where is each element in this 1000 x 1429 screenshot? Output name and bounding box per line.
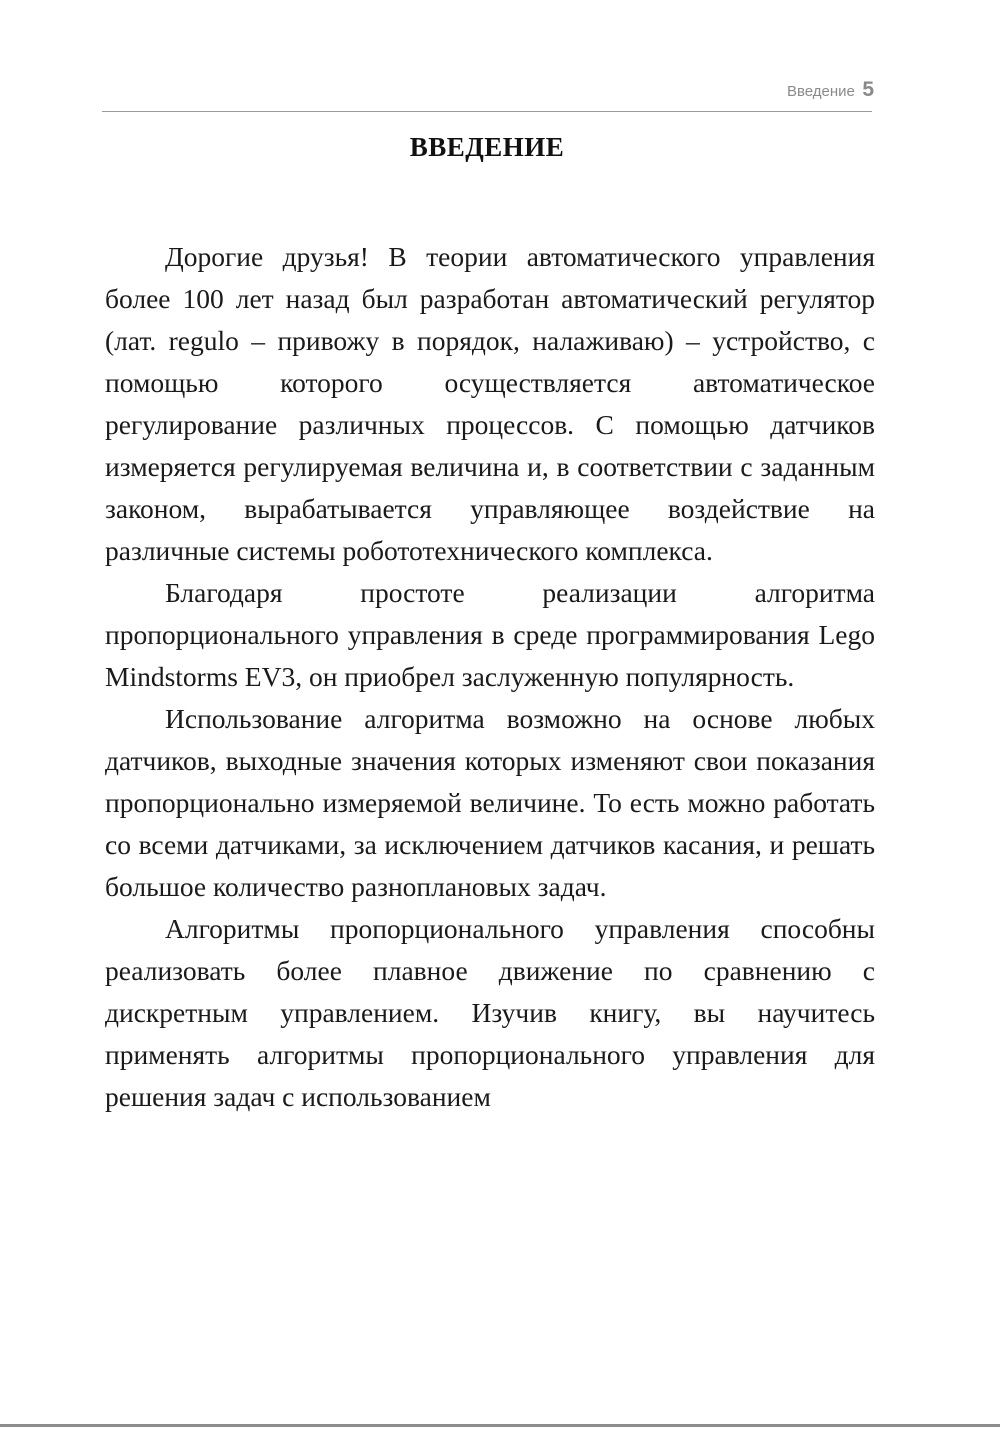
running-header-section: Введение	[786, 83, 855, 100]
paragraph-2: Благодаря простоте реализации алгоритма пропорционального управления в среде программирования Lego Mindstorms EV3, он приобрел заслуженную популярность.	[105, 577, 875, 692]
paragraph-4: Алгоритмы пропорционального управления способны реализовать более плавное движение по сравнению с дискретным управлением. Изучив книгу, вы научитесь применять алгоритмы пропорционального управления для решения задач с использованием	[105, 913, 875, 1112]
header-divider	[102, 111, 872, 112]
page-number: 5	[862, 78, 874, 101]
body-text	[105, 236, 875, 1118]
paragraph-1: Дорогие друзья! В теории автоматического управления более 100 лет назад был разработан автоматический регулятор (лат. regulo – привожу в порядок, налаживаю) – устройство, с помощью которого осуществляется автоматическое регулирование различных процессов. С помощью датчиков измеряется регулируемая величина и, в соответствии с заданным законом, вырабатывается управляющее воздействие на различные системы робототехнического комплекса.	[105, 241, 875, 566]
page-bottom-edge	[0, 1424, 1000, 1427]
running-header	[787, 78, 874, 102]
paragraph-3: Использование алгоритма возможно на основе любых датчиков, выходные значения которых изменяют свои показания пропорционально измеряемой величине. То есть можно работать со всеми датчиками, за исключением датчиков касания, и решать большое количество разноплановых задач.	[105, 703, 875, 902]
chapter-title: ВВЕДЕНИЕ	[409, 132, 565, 162]
